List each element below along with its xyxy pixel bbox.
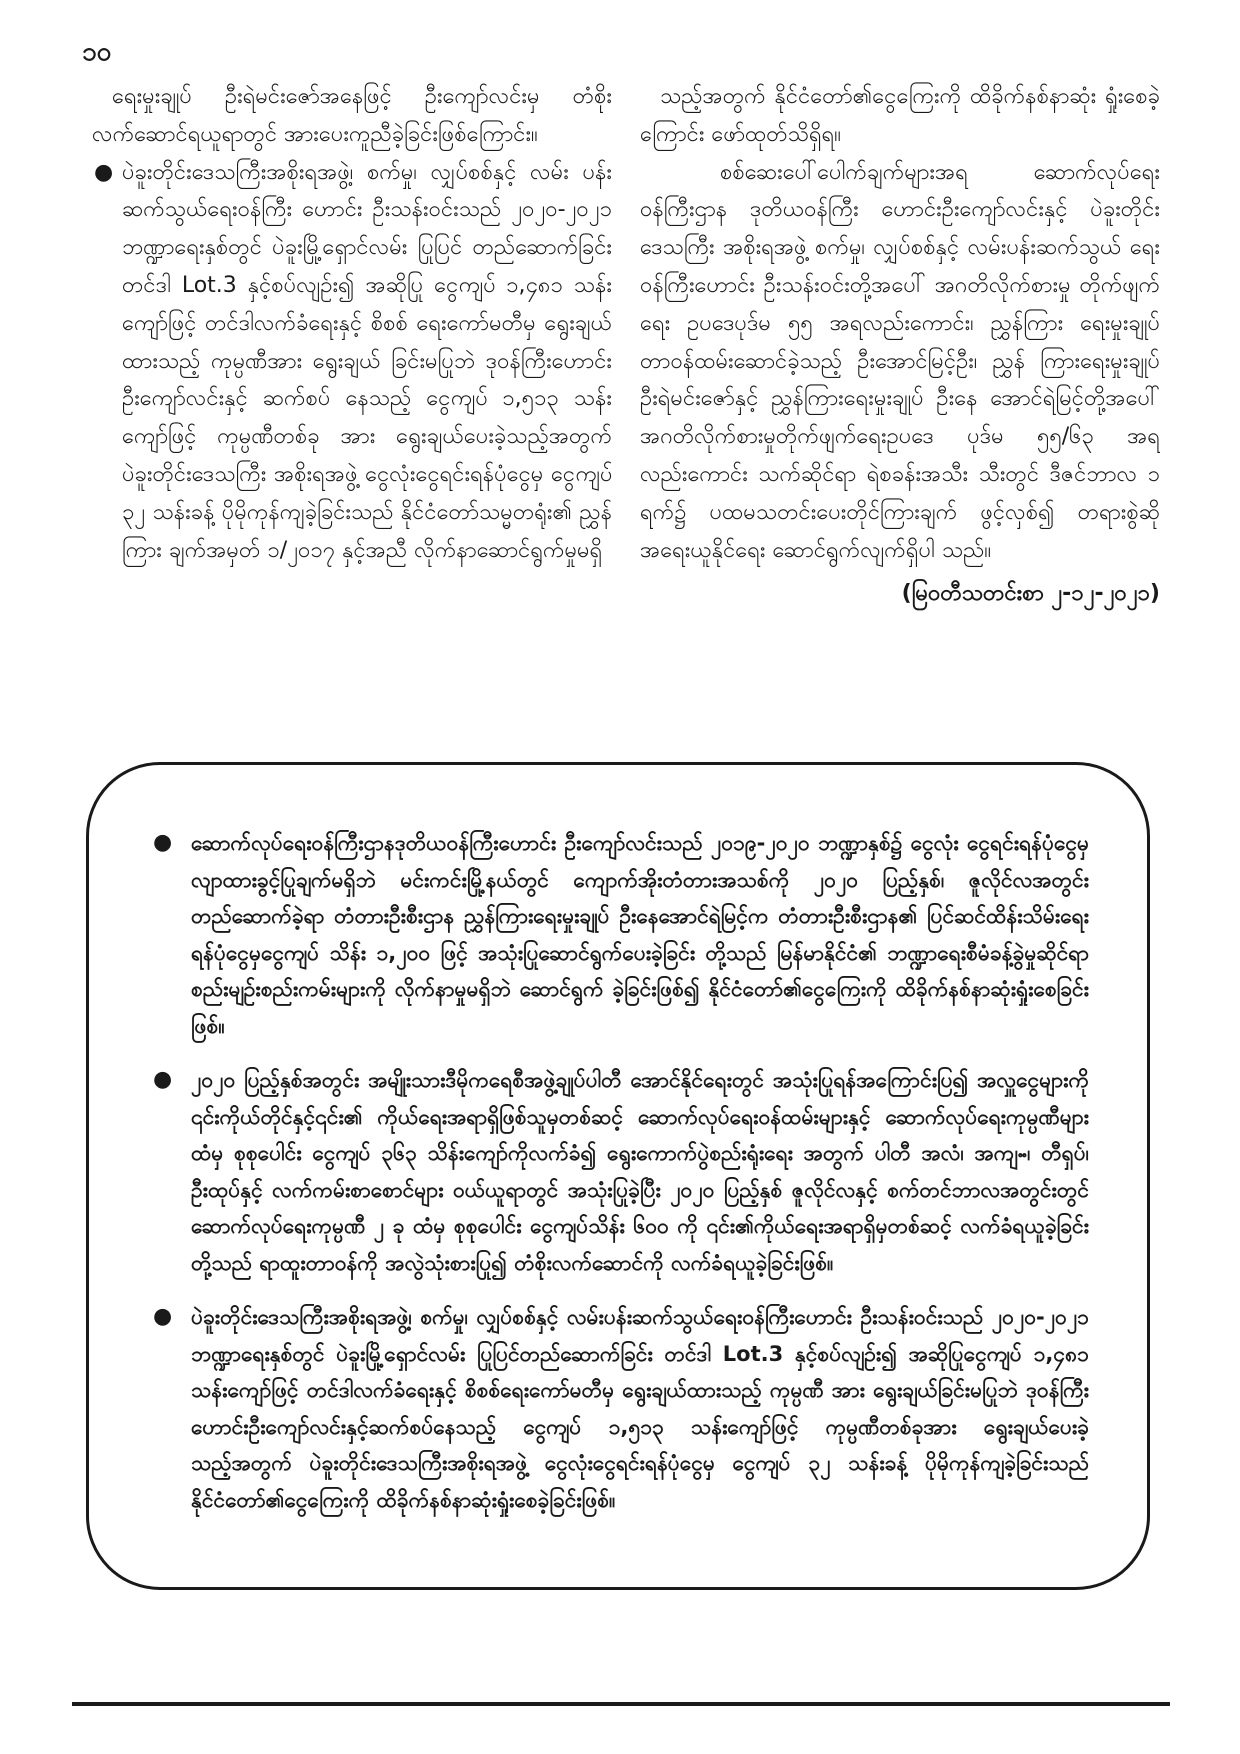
- right-column: [640, 78, 1160, 718]
- left-column-bullet-text: ပဲခူးတိုင်းဒေသကြီးအစိုးရအဖွဲ့၊ စက်မှု၊ လျှပ်စစ်နှင့် လမ်း ပန်းဆက်သွယ်ရေးဝန်ကြီး ဟောင်း ဦးသန်းဝင်းသည် ၂၀၂၀-၂၀၂၁ ဘဏ္ဍာရေးနှစ်တွင် ပဲခူးမြို့ရှောင်လမ်း ပြုပြင် တည်ဆောက်ခြင်း တင်ဒါ Lot.3 နှင့်စပ်လျဉ်း၍ အဆိုပြု ငွေကျပ် ၁,၄၈၁ သန်းကျော်ဖြင့် တင်ဒါလက်ခံရေးနှင့် စိစစ် ရေးကော်မတီမှ ရွေးချယ်ထားသည့် ကုမ္ပဏီအား ရွေးချယ် ခြင်းမပြုဘဲ ဒုဝန်ကြီးဟောင်း ဦးကျော်လင်းနှင့် ဆက်စပ် နေသည့် ငွေကျပ် ၁,၅၁၃ သန်းကျော်ဖြင့် ကုမ္ပဏီတစ်ခု အား ရွေးချယ်ပေးခဲ့သည့်အတွက် ပဲခူးတိုင်းဒေသကြီး အစိုးရအဖွဲ့ ငွေလုံးငွေရင်းရန်ပုံငွေမှ ငွေကျပ် ၃၂ သန်းခန့် ပိုမိုကုန်ကျခဲ့ခြင်းသည် နိုင်ငံတော်သမ္မတရုံး၏ ညွှန်ကြား ချက်အမှတ် ၁/၂၀၁၇ နှင့်အညီ လိုက်နာဆောင်ရွက်မှုမရှိ: [122, 159, 612, 563]
- summary-box: [86, 762, 1150, 1590]
- summary-bullet-item: [153, 1299, 1089, 1518]
- bullet-icon: ●: [153, 830, 173, 855]
- left-column: [82, 78, 612, 718]
- left-column-bullet-item: [92, 154, 612, 570]
- summary-bullet-text: ဆောက်လုပ်ရေးဝန်ကြီးဌာနဒုတိယဝန်ကြီးဟောင်း ဦးကျော်လင်းသည် ၂၀၁၉-၂၀၂၀ ဘဏ္ဍာနှစ်၌ ငွေလုံး ငွေရင်းရန်ပုံငွေမှ လျာထားခွင့်ပြုချက်မရှိဘဲ မင်းကင်းမြို့နယ်တွင် ကျောက်အိုးတံတားအသစ်ကို ၂၀၂၀ ပြည့်နှစ်၊ ဇူလိုင်လအတွင်း တည်ဆောက်ခဲ့ရာ တံတားဦးစီးဌာန ညွှန်ကြားရေးမှုးချုပ် ဦးနေအောင်ရဲမြင့်က တံတားဦးစီးဌာန၏ ပြင်ဆင်ထိန်းသိမ်းရေးရန်ပုံငွေမှငွေကျပ် သိန်း ၁,၂၀၀ ဖြင့် အသုံးပြုဆောင်ရွက်ပေးခဲ့ခြင်း တို့သည် မြန်မာနိုင်ငံ၏ ဘဏ္ဍာရေးစီမံခန့်ခွဲမှုဆိုင်ရာ စည်းမျဉ်းစည်းကမ်းများကို လိုက်နာမှုမရှိဘဲ ဆောင်ရွက် ခဲ့ခြင်းဖြစ်၍ နိုင်ငံတော်၏ငွေကြေးကို ထိခိုက်နစ်နာဆုံးရှုံးစေခြင်းဖြစ်။: [191, 831, 1089, 1038]
- summary-bullet-text: ၂၀၂၀ ပြည့်နှစ်အတွင်း အမျိုးသားဒီမိုကရေစီအဖွဲ့ချုပ်ပါတီ အောင်နိုင်ရေးတွင် အသုံးပြုရန်အကြောင်းပြ၍ အလှူငွေများကို ၎င်းကိုယ်တိုင်နှင့်၎င်း၏ ကိုယ်ရေးအရာရှိဖြစ်သူမှတစ်ဆင့် ဆောက်လုပ်ရေးဝန်ထမ်းများနှင့် ဆောက်လုပ်ရေးကုမ္ပဏီများထံမှ စုစုပေါင်း ငွေကျပ် ၃၆၃ သိန်းကျော်ကိုလက်ခံ၍ ရွေးကောက်ပွဲစည်းရုံးရေး အတွက် ပါတီ အလံ၊ အကျႌ၊ တီရှပ်၊ ဦးထုပ်နှင့် လက်ကမ်းစာစောင်များ ဝယ်ယူရာတွင် အသုံးပြုခဲ့ပြီး ၂၀၂၀ ပြည့်နှစ် ဇူလိုင်လနှင့် စက်တင်ဘာလအတွင်းတွင် ဆောက်လုပ်ရေးကုမ္ပဏီ ၂ ခု ထံမှ စုစုပေါင်း ငွေကျပ်သိန်း ၆၀၀ ကို ၎င်း၏ကိုယ်ရေးအရာရှိမှတစ်ဆင့် လက်ခံရယူခဲ့ခြင်းတို့သည် ရာထူးတာဝန်ကို အလွဲသုံးစားပြု၍ တံစိုးလက်ဆောင်ကို လက်ခံရယူခဲ့ခြင်းဖြစ်။: [191, 1068, 1089, 1275]
- right-column-paragraph: စစ်ဆေးပေါ်ပေါက်ချက်များအရ ဆောက်လုပ်ရေး ဝန်ကြီးဌာန ဒုတိယဝန်ကြီး ဟောင်းဦးကျော်လင်းနှင့် ပဲခူးတိုင်း ဒေသကြီး အစိုးရအဖွဲ့ စက်မှု၊ လျှပ်စစ်နှင့် လမ်းပန်းဆက်သွယ် ရေးဝန်ကြီးဟောင်း ဦးသန်းဝင်းတို့အပေါ် အဂတိလိုက်စားမှု တိုက်ဖျက်ရေး ဥပဒေပုဒ်မ ၅၅ အရလည်းကောင်း၊ ညွှန်ကြား ရေးမှုးချုပ် တာဝန်ထမ်းဆောင်ခဲ့သည့် ဦးအောင်မြင့်ဦး၊ ညွှန် ကြားရေးမှုးချုပ် ဦးရဲမင်းဇော်နှင့် ညွှန်ကြားရေးမှုးချုပ် ဦးနေ အောင်ရဲမြင့်တို့အပေါ် အဂတိလိုက်စားမှုတိုက်ဖျက်ရေးဥပဒေ ပုဒ်မ ၅၅/၆၃ အရ လည်းကောင်း သက်ဆိုင်ရာ ရဲစခန်းအသီး သီးတွင် ဒီဇင်ဘာလ ၁ ရက်၌ ပထမသတင်းပေးတိုင်ကြားချက် ဖွင့်လှစ်၍ တရားစွဲဆိုအရေးယူနိုင်ရေး ဆောင်ရွက်လျက်ရှိပါ သည်။: [640, 159, 1160, 563]
- left-column-intro: ရေးမှုးချုပ် ဦးရဲမင်းဇော်အနေဖြင့် ဦးကျော်လင်းမှ တံစိုး လက်ဆောင်ရယူရာတွင် အားပေးကူညီခဲ့ခြင်းဖြစ်ကြောင်း။: [92, 84, 612, 147]
- bullet-icon: ●: [153, 1067, 173, 1092]
- bottom-divider: [72, 1702, 1170, 1706]
- source-citation: (မြဝတီသတင်းစာ ၂-၁၂-၂၀၂၁): [901, 581, 1160, 607]
- bullet-icon: ●: [153, 1304, 173, 1329]
- article-columns: [82, 78, 1160, 718]
- summary-bullet-item: [153, 825, 1089, 1044]
- bullet-icon: ●: [94, 159, 114, 185]
- summary-bullet-item: [153, 1062, 1089, 1281]
- right-column-continuation: သည့်အတွက် နိုင်ငံတော်၏ငွေကြေးကို ထိခိုက်နစ်နာဆုံး ရှုံးစေခဲ့ကြောင်း ဖော်ထုတ်သိရှိရ။: [640, 84, 1160, 147]
- page-number: ၁၀: [82, 37, 112, 67]
- summary-bullet-text: ပဲခူးတိုင်းဒေသကြီးအစိုးရအဖွဲ့၊ စက်မှု၊ လျှပ်စစ်နှင့် လမ်းပန်းဆက်သွယ်ရေးဝန်ကြီးဟောင်း ဦးသန်းဝင်းသည် ၂၀၂၀-၂၀၂၁ ဘဏ္ဍာရေးနှစ်တွင် ပဲခူးမြို့ရှောင်လမ်း ပြုပြင်တည်ဆောက်ခြင်း တင်ဒါ Lot.3 နှင့်စပ်လျဉ်း၍ အဆိုပြုငွေကျပ် ၁,၄၈၁ သန်းကျော်ဖြင့် တင်ဒါလက်ခံရေးနှင့် စိစစ်ရေးကော်မတီမှ ရွေးချယ်ထားသည့် ကုမ္ပဏီ အား ရွေးချယ်ခြင်းမပြုဘဲ ဒုဝန်ကြီးဟောင်းဦးကျော်လင်းနှင့်ဆက်စပ်နေသည့် ငွေကျပ် ၁,၅၁၃ သန်းကျော်ဖြင့် ကုမ္ပဏီတစ်ခုအား ရွေးချယ်ပေးခဲ့သည့်အတွက် ပဲခူးတိုင်းဒေသကြီးအစိုးရအဖွဲ့ ငွေလုံးငွေရင်းရန်ပုံငွေမှ ငွေကျပ် ၃၂ သန်းခန့် ပိုမိုကုန်ကျခဲ့ခြင်းသည် နိုင်ငံတော်၏ငွေကြေးကို ထိခိုက်နစ်နာဆုံးရှုံးစေခဲ့ခြင်းဖြစ်။: [191, 1305, 1089, 1512]
